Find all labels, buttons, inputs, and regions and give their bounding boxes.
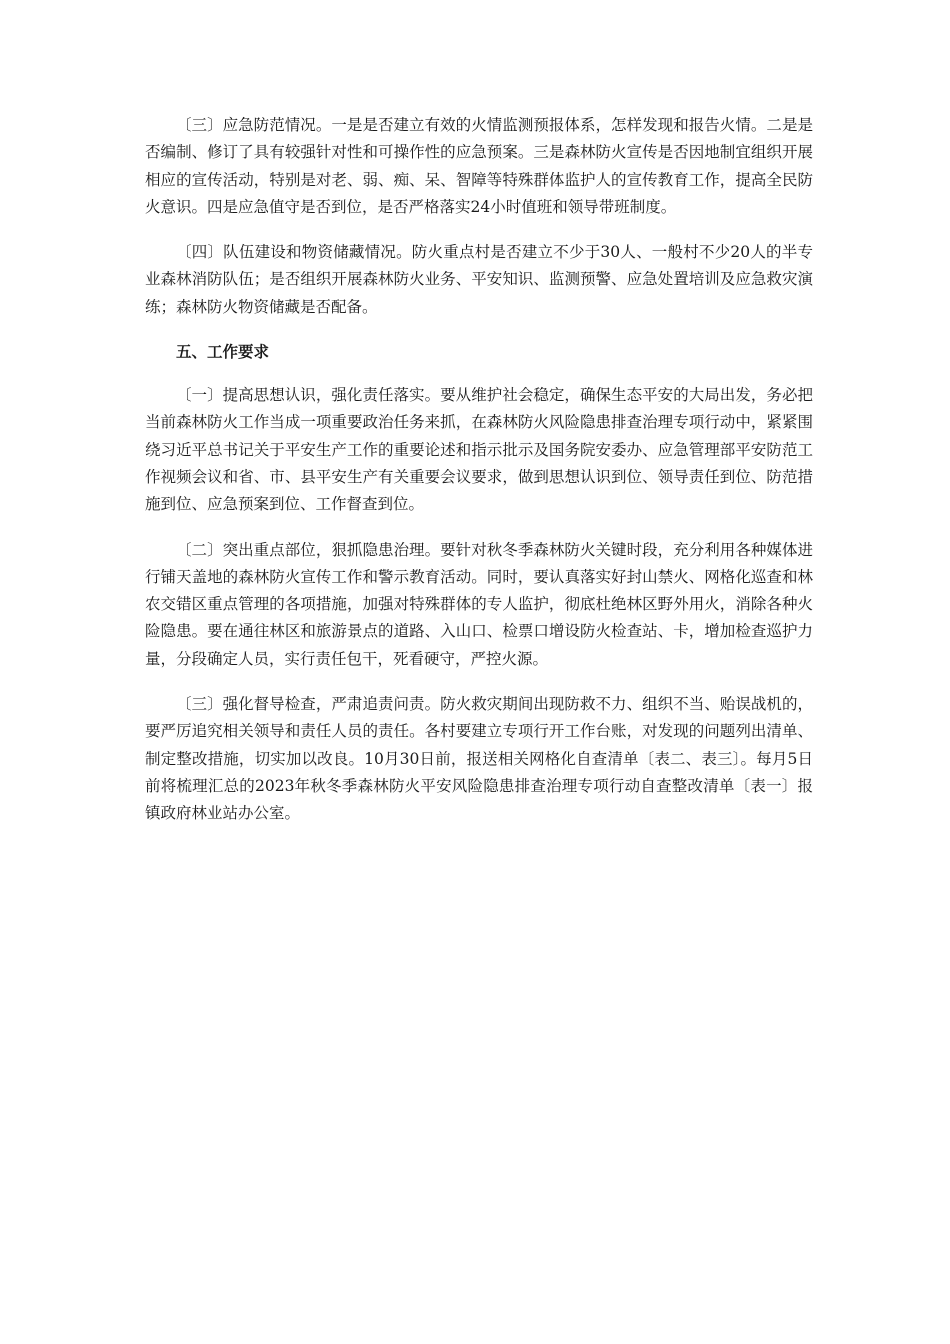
paragraph-supervision: 〔三〕强化督导检查，严肃追责问责。防火救灾期间出现防救不力、组织不当、贻误战机的，要严厉追究相关领导和责任人员的责任。各村要建立专项行开工作台账，对发现的问题列出清单、制定整改措施，切实加以改良。10月30日前，报送相关网格化自查清单〔表二、表三〕。每月5日前将梳理汇总的2023年秋冬季森林防火平安风险隐患排查治理专项行动自查整改清单〔表一〕报镇政府林业站办公室。	[145, 695, 813, 823]
document-page	[145, 112, 813, 846]
paragraph-team-materials: 〔四〕队伍建设和物资储藏情况。防火重点村是否建立不少于30人、一般村不少20人的半专业森林消防队伍；是否组织开展森林防火业务、平安知识、监测预警、应急处置培训及应急救灾演练；森林防火物资储藏是否配备。	[145, 243, 813, 316]
paragraph-raise-awareness: 〔一〕提高思想认识，强化责任落实。要从维护社会稳定，确保生态平安的大局出发，务必把当前森林防火工作当成一项重要政治任务来抓，在森林防火风险隐患排查治理专项行动中，紧紧围绕习近平总书记关于平安生产工作的重要论述和指示批示及国务院安委办、应急管理部平安防范工作视频会议和省、市、县平安生产有关重要会议要求，做到思想认识到位、领导责任到位、防范措施到位、应急预案到位、工作督查到位。	[145, 386, 813, 514]
paragraph-key-areas: 〔二〕突出重点部位，狠抓隐患治理。要针对秋冬季森林防火关键时段，充分利用各种媒体进行铺天盖地的森林防火宣传工作和警示教育活动。同时，要认真落实好封山禁火、网格化巡查和林农交错区重点管理的各项措施，加强对特殊群体的专人监护，彻底杜绝林区野外用火，消除各种火险隐患。要在通往林区和旅游景点的道路、入山口、检票口增设防火检查站、卡，增加检查巡护力量，分段确定人员，实行责任包干，死看硬守，严控火源。	[145, 540, 813, 668]
paragraph-emergency-prevention: 〔三〕应急防范情况。一是是否建立有效的火情监测预报体系，怎样发现和报告火情。二是是否编制、修订了具有较强针对性和可操作性的应急预案。三是森林防火宣传是否因地制宜组织开展相应的宣传活动，特别是对老、弱、痴、呆、智障等特殊群体监护人的宣传教育工作，提高全民防火意识。四是应急值守是否到位，是否严格落实24小时值班和领导带班制度。	[145, 116, 813, 216]
section-heading-work-requirements: 五、工作要求	[176, 343, 270, 362]
